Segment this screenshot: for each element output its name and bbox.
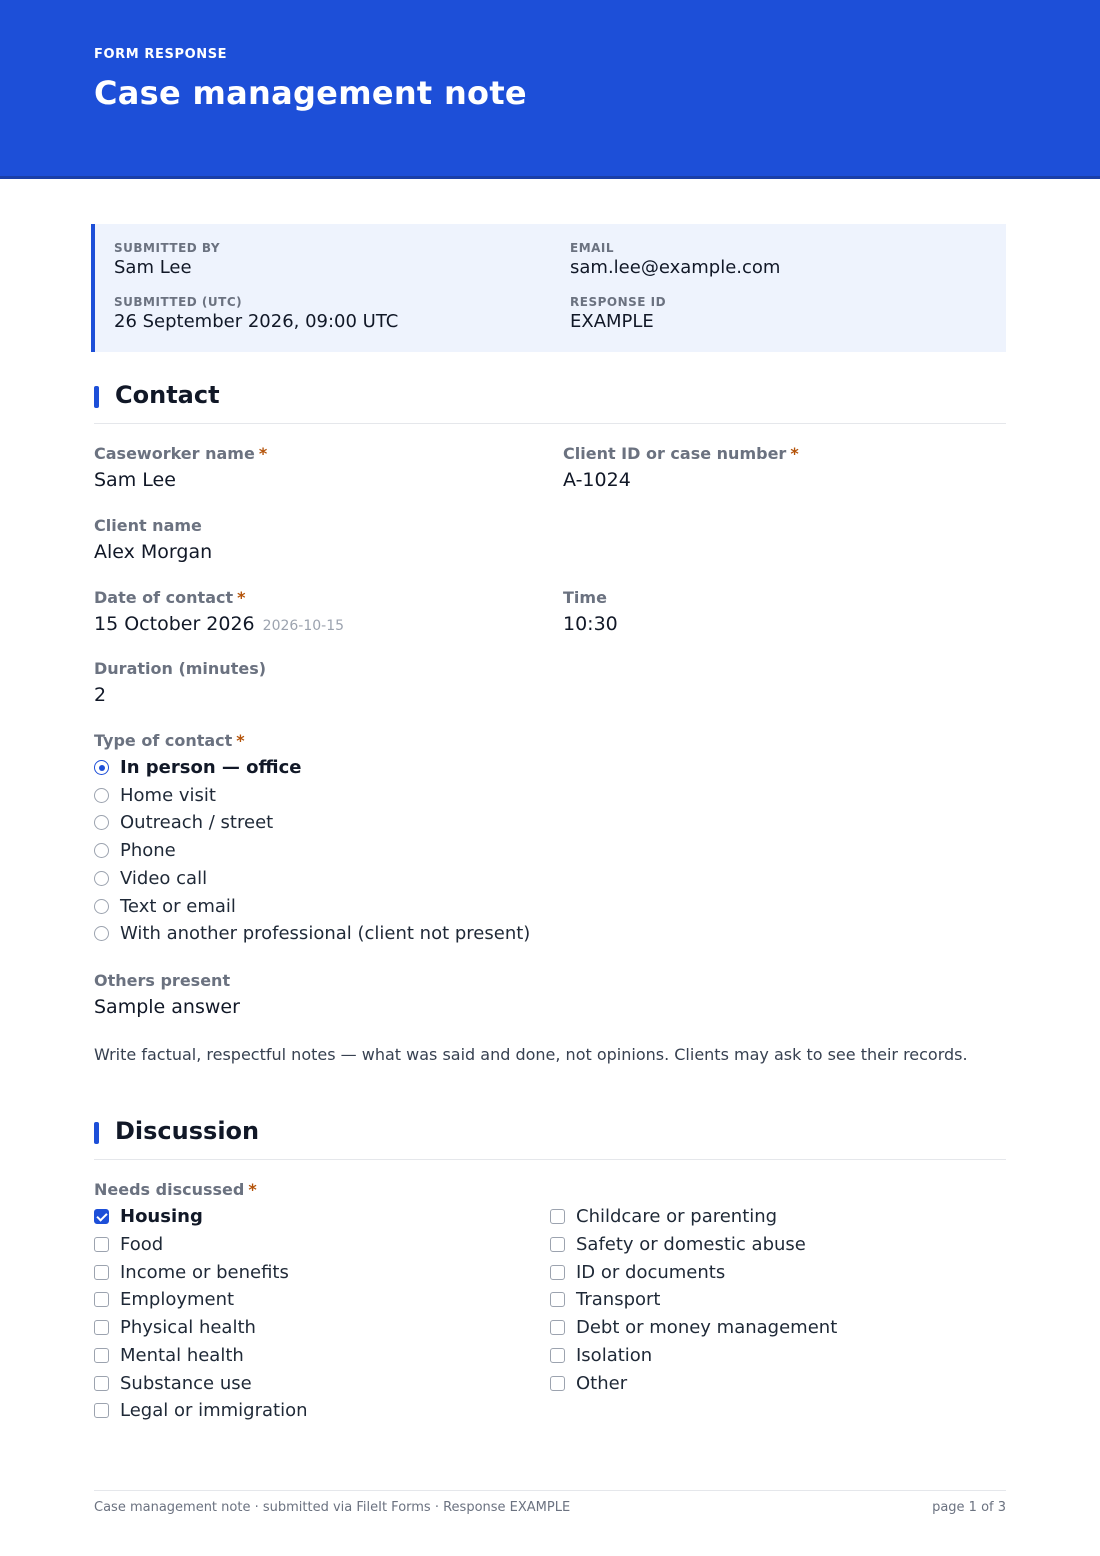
section-contact xyxy=(94,381,1006,424)
section-accent-bar xyxy=(94,386,99,408)
section-accent-bar xyxy=(94,1122,99,1144)
field-label: Type of contact xyxy=(94,731,233,750)
checkbox-unchecked-icon[interactable] xyxy=(94,1265,109,1280)
checkbox-unchecked-icon[interactable] xyxy=(94,1403,109,1418)
checkbox-unchecked-icon[interactable] xyxy=(94,1292,109,1307)
field-value: A-1024 xyxy=(563,469,631,491)
meta-label: SUBMITTED BY xyxy=(114,241,221,255)
option-label: Childcare or parenting xyxy=(576,1206,778,1227)
field-client-id xyxy=(563,444,799,491)
option-label: Physical health xyxy=(120,1317,256,1338)
radio-selected-icon[interactable] xyxy=(94,760,109,775)
meta-submitted-utc xyxy=(114,295,398,332)
meta-value: sam.lee@example.com xyxy=(570,257,781,278)
checkbox-unchecked-icon[interactable] xyxy=(550,1209,565,1224)
checkbox-unchecked-icon[interactable] xyxy=(550,1376,565,1391)
option-label: Debt or money management xyxy=(576,1317,838,1338)
checkbox-unchecked-icon[interactable] xyxy=(550,1348,565,1363)
checkbox-unchecked-icon[interactable] xyxy=(94,1376,109,1391)
iso-date: 2026-10-15 xyxy=(262,618,345,634)
field-label: Client ID or case number xyxy=(563,444,787,463)
checkbox-checked-icon[interactable] xyxy=(94,1209,109,1224)
checkbox-unchecked-icon[interactable] xyxy=(94,1348,109,1363)
meta-submitted-by xyxy=(114,241,220,278)
radio-unselected-icon[interactable] xyxy=(94,815,109,830)
page-header xyxy=(0,0,1100,179)
option-label: Substance use xyxy=(120,1372,252,1394)
required-marker: * xyxy=(236,731,245,750)
page-title: Case management note xyxy=(94,74,527,112)
meta-email xyxy=(570,241,780,278)
option-label: Other xyxy=(576,1372,628,1394)
radio-unselected-icon[interactable] xyxy=(94,899,109,914)
option-label: Food xyxy=(120,1233,164,1255)
field-date-of-contact xyxy=(94,588,344,635)
radio-unselected-icon[interactable] xyxy=(94,871,109,886)
field-label: Duration (minutes) xyxy=(94,659,267,678)
radio-unselected-icon[interactable] xyxy=(94,926,109,941)
section-discussion xyxy=(94,1117,1006,1160)
field-label: Needs discussed xyxy=(94,1180,245,1199)
field-label: Client name xyxy=(94,516,202,535)
meta-value: EXAMPLE xyxy=(570,311,654,332)
field-value: Sample answer xyxy=(94,996,240,1018)
option-label: Outreach / street xyxy=(120,812,274,834)
checkbox-unchecked-icon[interactable] xyxy=(550,1237,565,1252)
page-footer xyxy=(94,1490,1006,1515)
meta-label: SUBMITTED (UTC) xyxy=(114,295,243,309)
required-marker: * xyxy=(258,444,268,463)
section-title: Discussion xyxy=(115,1117,260,1145)
option-label: Legal or immigration xyxy=(120,1400,308,1422)
option-label: Transport xyxy=(576,1289,661,1311)
option-label: Mental health xyxy=(120,1344,244,1366)
option-label: In person — office xyxy=(120,757,302,778)
meta-value: 26 September 2026, 09:00 UTC xyxy=(114,311,399,332)
option-label: Video call xyxy=(120,867,208,889)
header-eyebrow: FORM RESPONSE xyxy=(94,47,228,62)
meta-response-id xyxy=(570,295,666,332)
checkbox-unchecked-icon[interactable] xyxy=(550,1265,565,1280)
option-label: Phone xyxy=(120,840,176,862)
checkbox-unchecked-icon[interactable] xyxy=(94,1320,109,1335)
radio-unselected-icon[interactable] xyxy=(94,788,109,803)
option-label: Housing xyxy=(120,1206,203,1227)
required-marker: * xyxy=(237,588,246,607)
field-label: Time xyxy=(563,588,607,607)
field-caseworker-name xyxy=(94,444,267,491)
field-value: 15 October 2026 xyxy=(94,613,255,635)
required-marker: * xyxy=(790,444,799,463)
field-value: Sam Lee xyxy=(94,469,176,491)
footer-summary: Case management note · submitted via FileIt Forms · Response EXAMPLE xyxy=(94,1500,571,1515)
field-label: Others present xyxy=(94,971,231,990)
field-value: 2 xyxy=(94,684,107,706)
option-label: Employment xyxy=(120,1289,235,1311)
checkbox-unchecked-icon[interactable] xyxy=(94,1237,109,1252)
option-label: Safety or domestic abuse xyxy=(576,1233,806,1255)
field-label: Caseworker name xyxy=(94,444,255,463)
required-marker: * xyxy=(248,1180,257,1199)
field-value: 10:30 xyxy=(563,613,618,635)
option-label: With another professional (client not present) xyxy=(120,923,531,945)
field-others-present xyxy=(94,971,240,1018)
field-type-of-contact xyxy=(94,731,245,750)
checkbox-unchecked-icon[interactable] xyxy=(550,1292,565,1307)
field-needs-discussed xyxy=(94,1180,257,1199)
option-label: Home visit xyxy=(120,784,216,806)
meta-label: EMAIL xyxy=(570,241,615,255)
field-label: Date of contact xyxy=(94,588,234,607)
meta-value: Sam Lee xyxy=(114,257,192,278)
meta-label: RESPONSE ID xyxy=(570,295,667,309)
field-client-name xyxy=(94,516,212,563)
page-number: page 1 of 3 xyxy=(932,1500,1006,1515)
guidance-note: Write factual, respectful notes — what was said and done, not opinions. Clients may ask to see their records. xyxy=(94,1045,968,1064)
option-label: Isolation xyxy=(576,1344,653,1366)
submission-meta xyxy=(91,224,1006,352)
section-title: Contact xyxy=(115,381,220,409)
checkbox-unchecked-icon[interactable] xyxy=(550,1320,565,1335)
field-value: Alex Morgan xyxy=(94,541,213,563)
option-label: Text or email xyxy=(120,895,236,917)
field-duration xyxy=(94,659,266,706)
option-label: ID or documents xyxy=(576,1261,726,1283)
field-time xyxy=(563,588,618,635)
option-label: Income or benefits xyxy=(120,1261,289,1283)
radio-unselected-icon[interactable] xyxy=(94,843,109,858)
